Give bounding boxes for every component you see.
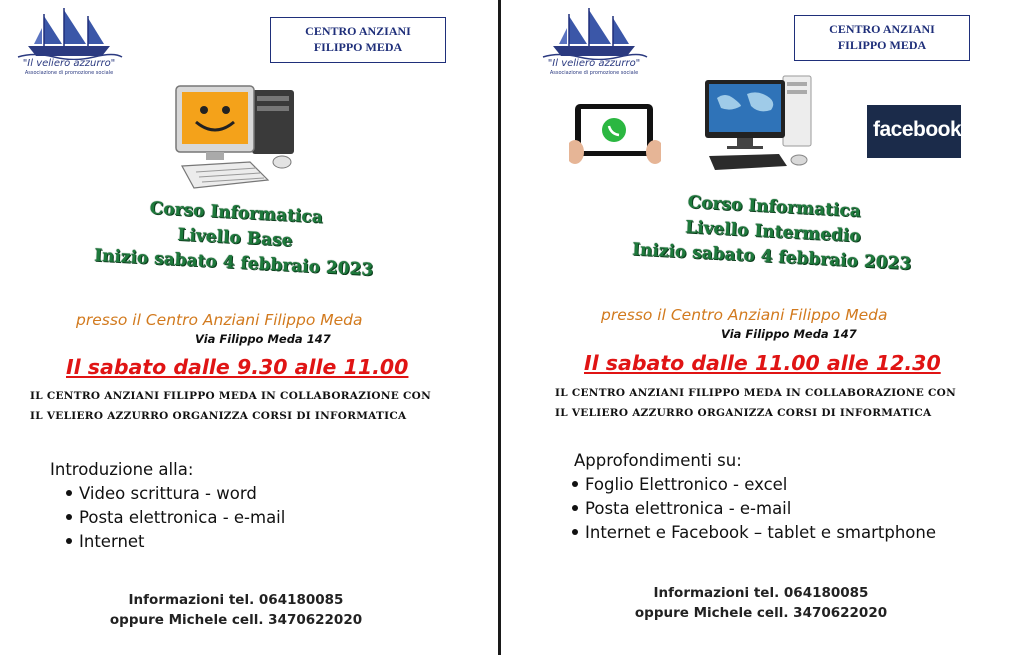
intro-heading: Approfondimenti su: [574,451,742,470]
flyer-base [0,0,498,655]
title-line2: Livello Base [177,225,294,251]
info-cell: oppure Michele cell. 3470622020 [109,612,363,628]
title-line3: Inizio sabato 4 febbraio 2023 [93,245,374,281]
list-item: Internet e Facebook – tablet e smartphone [572,521,936,545]
address: Via Filippo Meda 147 [195,332,331,346]
centro-line1: CENTRO ANZIANI [829,22,935,36]
flyer-intermedio [501,0,1024,655]
collab-line2: IL VELIERO AZZURRO ORGANIZZA CORSI DI INFORMATICA [30,410,407,422]
bullet-icon [572,529,578,535]
info-phone: Informazioni tel. 064180085 [653,585,869,601]
contact-info [591,583,931,623]
bullet-icon [572,505,578,511]
list-item: Internet [66,530,285,554]
centro-line1: CENTRO ANZIANI [305,24,411,38]
collab-line2: IL VELIERO AZZURRO ORGANIZZA CORSI DI INFORMATICA [555,407,932,419]
topic-list [66,482,285,554]
course-title [611,187,934,279]
facebook-banner [867,105,961,158]
ship-icon [14,6,124,60]
bullet-icon [66,538,72,544]
presso-location: presso il Centro Anziani Filippo Meda [601,306,888,324]
course-title [68,192,401,284]
collab-line1: IL CENTRO ANZIANI FILIPPO MEDA IN COLLABORAZIONE CON [30,390,432,402]
schedule-time: Il sabato dalle 9.30 alle 11.00 [66,355,409,379]
list-item: Posta elettronica - e-mail [572,497,936,521]
logo-name: "Il veliero azzurro" [22,58,116,69]
veliero-logo [14,6,124,76]
logo-name: "Il veliero azzurro" [547,58,641,69]
title-line3: Inizio sabato 4 febbraio 2023 [631,239,912,275]
ship-icon [539,6,649,60]
title-line2: Livello Intermedio [684,217,862,247]
bullet-icon [66,514,72,520]
logo-subtitle: Associazione di promozione sociale [24,70,114,76]
presso-location: presso il Centro Anziani Filippo Meda [76,311,363,329]
collaboration-text [30,386,431,426]
schedule-time: Il sabato dalle 11.00 alle 12.30 [584,351,941,375]
veliero-logo [539,6,649,76]
logo-subtitle: Associazione di promozione sociale [549,70,639,76]
info-phone: Informazioni tel. 064180085 [128,592,344,608]
title-line1: Corso Informatica [687,192,862,222]
bullet-icon [66,490,72,496]
desktop-computer-icon [701,70,816,175]
list-item: Video scrittura - word [66,482,285,506]
facebook-logo-text: facebook [873,118,961,141]
list-item: Foglio Elettronico - excel [572,473,936,497]
intro-heading: Introduzione alla: [50,460,194,479]
collab-line1: IL CENTRO ANZIANI FILIPPO MEDA IN COLLABORAZIONE CON [555,387,957,399]
list-item: Posta elettronica - e-mail [66,506,285,530]
centro-line2: FILIPPO MEDA [313,40,403,54]
centro-line2: FILIPPO MEDA [837,38,927,52]
centro-anziani-box [270,17,446,63]
centro-anziani-box [794,15,970,61]
bullet-icon [572,481,578,487]
tablet-whatsapp-icon [569,100,661,166]
contact-info [66,590,406,630]
collaboration-text [555,383,956,423]
address: Via Filippo Meda 147 [721,327,857,341]
smiley-computer-icon [172,84,302,192]
title-line1: Corso Informatica [149,198,324,228]
info-cell: oppure Michele cell. 3470622020 [634,605,888,621]
topic-list [572,473,936,545]
